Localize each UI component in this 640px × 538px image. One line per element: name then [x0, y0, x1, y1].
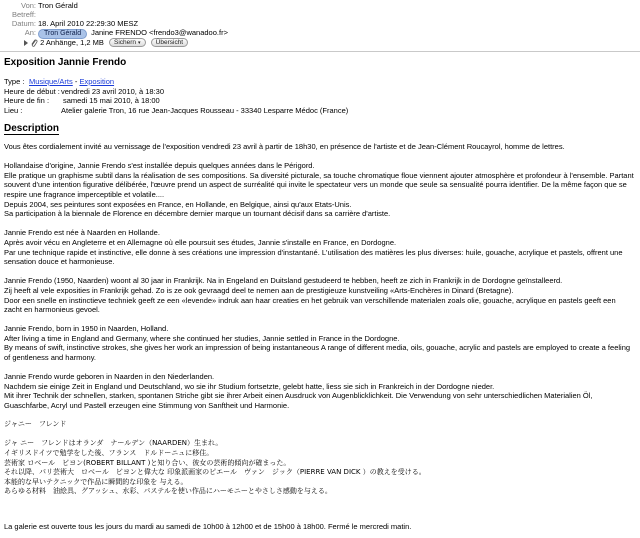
to-recipient-pill[interactable]: Tron Gérald — [38, 29, 87, 39]
event-type-label: Type : — [4, 77, 25, 86]
paragraph-gap — [4, 219, 634, 229]
date-value: 18. April 2010 22:29:30 MESZ — [38, 19, 139, 28]
nl-line-3: Door een snelle en instinctieve techniek geeft ze een «levende» indruk aan haar creaties en het gebruik van verschillende materialen zoals olie, gouache, acrylique en pastels geeft een zacht en harmonieus gevoel. — [4, 295, 618, 315]
from-value[interactable]: Tron Gérald — [38, 1, 78, 10]
jp-line-2: イギリスドイツで勉学をした後、フランス ドルドーニュに移住。 — [4, 449, 214, 457]
fr-line-1: Hollandaise d'origine, Jannie Frendo s'est installée depuis quelques années dans le Périgord. — [4, 161, 315, 171]
nl-line-1: Jannie Frendo (1950, Naarden) woont al 30 jaar in Frankrijk. Na in Engeland en Duitsland gestudeerd te hebben, heeft ze zich in Frankrijk in de Dordogne geïnstalleerd. — [4, 276, 563, 286]
de-line-3: Mit ihrer Technik der schnellen, starken, spontanen Striche gibt sie ihrer Arbeit einen Ausdruck von Augenblicklichkeit. Die Verwendung von sehr unterschiedlichen Materialien Öl, Guaschfarbe, Acryl und Pastell erzeugen eine Stimmung von Sanftheit und Harmonie. — [4, 391, 595, 411]
jp-line-4: それ以降、パリ芸術大 ロベール ビヨンと偉大な 印象派画家のピエール ヴァン ジック（PIERRE VAN DICK ）の教えを受ける。 — [4, 468, 426, 477]
jp-line-5: 本能的な早いテクニックで作品に瞬間的な印象を 与える。 — [4, 477, 188, 486]
event-place-value: Atelier galerie Tron, 16 rue Jean-Jacques Rousseau - 33340 Lesparre Médoc (France) — [61, 105, 349, 115]
opening-hours: La galerie est ouverte tous les jours du mardi au samedi de 10h00 à 12h00 et de 15h00 à 18h00. Fermé le mercredi matin. — [4, 521, 412, 531]
chevron-down-icon: ▾ — [138, 40, 141, 46]
paragraph-gap — [4, 411, 634, 421]
fr-line-6: Après avoir vécu en Angleterre et en Allemagne où elle poursuit ses études, Jannie s'installe en France, en Dordogne. — [4, 237, 397, 247]
attachments-row — [0, 38, 640, 49]
type-link-musique-arts[interactable]: Musique/Arts — [29, 77, 73, 86]
event-start-row — [4, 87, 604, 97]
attachments-summary: 2 Anhänge, 1,2 MB — [40, 38, 104, 47]
jp-name: ジャニー フレンド — [4, 420, 67, 429]
jp-line-3: 芸術家 ロベール ビヨン(ROBERT BILLANT )と知り合い、彼女の芸術的傾向が確まった。 — [4, 458, 291, 467]
attachments-group — [24, 38, 188, 48]
mail-header — [0, 0, 640, 51]
from-label: Von: — [20, 1, 36, 10]
en-line-3: By means of swift, instinctive strokes, she gives her work an impression of being instantaneous A range of different media, oils, gouache, acrylic and pastels are employed to create a feeling of gentleness and harmony. — [4, 343, 633, 363]
event-meta — [4, 77, 604, 115]
paperclip-icon — [30, 38, 38, 48]
save-attachments-button[interactable] — [109, 38, 146, 47]
save-button-label: Sichern — [114, 39, 137, 46]
fr-line-5: Jannie Frendo est née à Naarden en Hollande. — [4, 228, 160, 238]
paragraph-gap — [4, 430, 634, 440]
paragraph-gap — [4, 363, 634, 373]
fr-line-4: Sa participation à la biennale de Florence en décembre dernier marque un tournant décisif dans sa carrière d'artiste. — [4, 209, 391, 219]
type-link-exposition[interactable]: Exposition — [79, 77, 115, 86]
event-end-row — [4, 96, 604, 106]
event-end-value: samedi 15 mai 2010, à 18:00 — [63, 96, 160, 105]
nl-line-2: Zij heeft al vele exposities in Frankrijk gehad. Zo is ze ook gevraagd deel te nemen aan de prestigieuze kunstveiling «Arts-Enchères in Dinard (Bretagne). — [4, 285, 514, 295]
event-start-value: vendredi 23 avril 2010, à 18:30 — [61, 86, 164, 96]
jp-line-6: あらゆる材料 油絵具、グアッシュ、水彩、パステルを使い作品にハーモニーとやさしさ感動を与える。 — [4, 487, 332, 496]
de-line-1: Jannie Frendo wurde geboren in Naarden in den Niederlanden. — [4, 372, 215, 382]
invitation-paragraph: Vous êtes cordialement invité au vernissage de l'exposition vendredi 23 avril à partir de 18h30, en présence de l'artiste et de Jean-Clément Roucayrol, homme de lettres. — [4, 142, 565, 151]
subject-label: Betreff: — [11, 10, 36, 19]
fr-line-2: Elle pratique un graphisme subtil dans la réalisation de ses compositions. Sa diversité picturale, sa touche chromatique floue viennent ajouter atmosphère et profondeur à l'ensemble. Partant souvent d'une intention figurative délibérée, l'œuvre prend un aspect de surréalité qui invite le spectateur vers un monde que seule sa sensualité pourra identifier. De la même façon que se respire une fragrance imperceptible et volatile.... — [4, 170, 636, 199]
to-row — [0, 28, 640, 38]
event-title: Exposition Jannie Frendo — [4, 57, 127, 68]
event-place-label: Lieu : — [4, 105, 23, 115]
event-type-row — [4, 77, 604, 87]
paragraph-gap — [4, 315, 634, 325]
description-heading-text: Description — [4, 123, 60, 134]
event-type-value — [29, 77, 114, 87]
event-end-label: Heure de fin : — [4, 96, 50, 105]
description-heading — [4, 123, 59, 135]
fr-line-3: Depuis 2004, ses peintures sont exposées en France, en Hollande, en Belgique, ainsi qu'aux Etats-Unis. — [4, 199, 352, 209]
event-place-row — [4, 106, 604, 116]
to-label: An: — [24, 28, 36, 37]
message-body — [4, 52, 636, 536]
overview-button[interactable]: Übersicht — [151, 38, 188, 47]
de-line-2: Nachdem sie einige Zeit in England und Deutschland, wo sie ihr Studium fortsetzte, gelebt hatte, liess sie sich in Frankreich in der Dordogne nieder. — [4, 381, 495, 391]
paragraph-gap — [4, 152, 634, 162]
en-line-1: Jannie Frendo, born in 1950 in Naarden, Holland. — [4, 324, 169, 334]
paragraph-gap — [4, 497, 634, 522]
fr-line-7: Par une technique rapide et instinctive, elle donne à ses créations une impression d'instantané. L'utilisation des matières les plus diverses: huile, gouache, acrylique et pastels, offrent une sensation douce et harmonieuse. — [4, 247, 625, 267]
date-label: Datum: — [11, 19, 36, 28]
description-text — [4, 142, 634, 532]
en-line-2: After living a time in England and Germany, where she continued her studies, Jannie settled in France in the Dordogne. — [4, 333, 400, 343]
paragraph-gap — [4, 267, 634, 277]
disclosure-triangle-icon[interactable] — [24, 40, 28, 46]
type-separator: - — [72, 77, 80, 86]
event-start-label: Heure de début : — [4, 86, 60, 96]
to-recipient-other[interactable]: Janine FRENDO <frendo3@wanadoo.fr> — [91, 28, 228, 37]
jp-line-1: ジャ ニー フレンドはオランダ ナールデン（NAARDEN）生まれ。 — [4, 439, 223, 448]
